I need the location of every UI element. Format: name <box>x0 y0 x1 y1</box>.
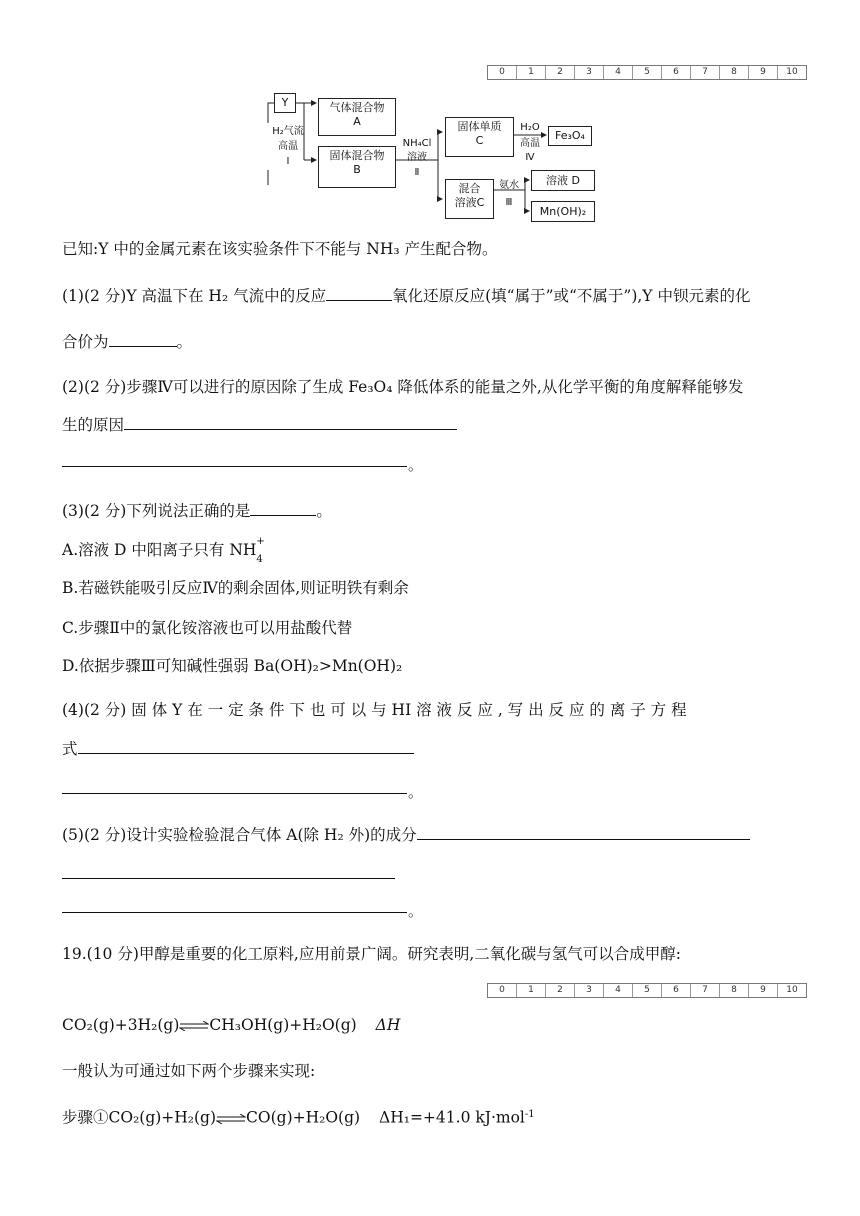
score-cell: 2 <box>545 66 574 79</box>
equation-step-1: 步骤①CO₂(g)+H₂(g) CO(g)+H₂O(g) ΔH₁=+41.0 kJ·mol$^{-1}$ <box>62 1108 535 1127</box>
score-cell: 7 <box>690 66 719 79</box>
option-c: C.步骤Ⅱ中的氯化铵溶液也可以用盐酸代替 <box>62 619 353 637</box>
score-cell: 7 <box>690 984 719 997</box>
known-statement: 已知:Y 中的金属元素在该实验条件下不能与 NH₃ 产生配合物。 <box>62 240 498 258</box>
box-gas-mixture-a: 气体混合物 A <box>318 98 396 136</box>
score-cell: 4 <box>603 66 632 79</box>
option-a: A.溶液 D 中阳离子只有 NH + $_4$ <box>62 536 265 565</box>
period: 。 <box>408 902 424 920</box>
period: 。 <box>408 456 424 474</box>
score-cell: 9 <box>748 66 777 79</box>
answer-blank[interactable] <box>250 500 316 516</box>
label-h2-flow: H₂气流 <box>272 126 304 137</box>
question-1: (1)(2 分)Y 高温下在 H₂ 气流中的反应 氧化还原反应(填“属于”或“不属于”),Y 中钡元素的化 <box>62 287 751 305</box>
label-solution: 溶液 <box>407 152 427 163</box>
answer-line[interactable] <box>62 793 407 794</box>
score-cell: 8 <box>719 66 748 79</box>
score-cell: 2 <box>545 984 574 997</box>
score-cell: 10 <box>777 66 806 79</box>
label-high-temp-2: 高温 <box>520 138 540 149</box>
label-nh4cl: NH₄Cl <box>402 138 432 149</box>
score-cell: 5 <box>632 984 661 997</box>
box-mixed-solution-c: 混合 溶液C <box>445 179 494 219</box>
question-2-cont: 生的原因 <box>62 414 457 435</box>
label-h2o: H₂O <box>520 122 540 133</box>
score-cell: 3 <box>574 984 603 997</box>
box-fe3o4: Fe₃O₄ <box>548 126 592 146</box>
question-19: 19.(10 分)甲醇是重要的化工原料,应用前景广阔。研究表明,二氧化碳与氢气可以合成甲醇: <box>62 945 681 963</box>
answer-blank[interactable] <box>326 285 392 301</box>
equilibrium-arrow-icon <box>216 1114 246 1124</box>
score-cell: 6 <box>661 984 690 997</box>
option-d: D.依据步骤Ⅲ可知碱性强弱 Ba(OH)₂>Mn(OH)₂ <box>62 657 403 675</box>
question-4-cont: 式 <box>62 738 414 759</box>
score-cell: 6 <box>661 66 690 79</box>
score-cell: 10 <box>777 984 806 997</box>
label-step-1: Ⅰ <box>286 156 290 167</box>
label-step-4: Ⅳ <box>525 152 535 163</box>
flow-diagram <box>0 0 860 230</box>
answer-blank[interactable] <box>124 414 457 430</box>
score-bar-q19 <box>487 983 807 998</box>
score-cell: 3 <box>574 66 603 79</box>
question-2: (2)(2 分)步骤Ⅳ可以进行的原因除了生成 Fe₃O₄ 降低体系的能量之外,从化学平衡的角度解释能够发 <box>62 378 744 396</box>
box-y: Y <box>274 93 296 113</box>
label-ammonia: 氨水 <box>499 180 519 191</box>
score-cell: 4 <box>603 984 632 997</box>
label-high-temp-1: 高温 <box>278 141 298 152</box>
box-mnoh2: Mn(OH)₂ <box>531 201 595 222</box>
score-cell: 1 <box>516 984 545 997</box>
question-3: (3)(2 分)下列说法正确的是 。 <box>62 502 332 520</box>
box-solid-mixture-b: 固体混合物 B <box>318 146 396 188</box>
question-1-cont: 合价为 。 <box>62 333 193 351</box>
option-b: B.若磁铁能吸引反应Ⅳ的剩余固体,则证明铁有剩余 <box>62 579 409 597</box>
equilibrium-arrow-icon <box>179 1021 209 1031</box>
score-cell: 8 <box>719 984 748 997</box>
answer-blank[interactable] <box>109 331 177 347</box>
general-statement: 一般认为可通过如下两个步骤来实现: <box>62 1062 316 1080</box>
label-step-2: Ⅱ <box>414 167 420 178</box>
score-cell: 0 <box>499 985 505 995</box>
question-4: (4)(2 分) 固 体 Y 在 一 定 条 件 下 也 可 以 与 HI 溶 液 反 应 , 写 出 反 应 的 离 子 方 程 <box>62 701 687 719</box>
score-cell: 9 <box>748 984 777 997</box>
equation-main: CO₂(g)+3H₂(g) CH₃OH(g)+H₂O(g) ΔH <box>62 1016 401 1034</box>
score-cell: 0 <box>499 67 505 77</box>
flow-lines <box>0 0 860 230</box>
box-solution-d: 溶液 D <box>531 170 595 191</box>
answer-blank[interactable] <box>417 824 750 840</box>
label-step-3: Ⅲ <box>505 197 513 208</box>
answer-line[interactable] <box>62 878 395 879</box>
question-5: (5)(2 分)设计实验检验混合气体 A(除 H₂ 外)的成分 <box>62 824 750 845</box>
period: 。 <box>408 783 424 801</box>
answer-blank[interactable] <box>78 738 414 754</box>
answer-line[interactable] <box>62 466 407 467</box>
box-solid-element-c: 固体单质 C <box>445 117 514 157</box>
score-cell: 5 <box>632 66 661 79</box>
answer-line[interactable] <box>62 912 407 913</box>
score-cell: 1 <box>516 66 545 79</box>
